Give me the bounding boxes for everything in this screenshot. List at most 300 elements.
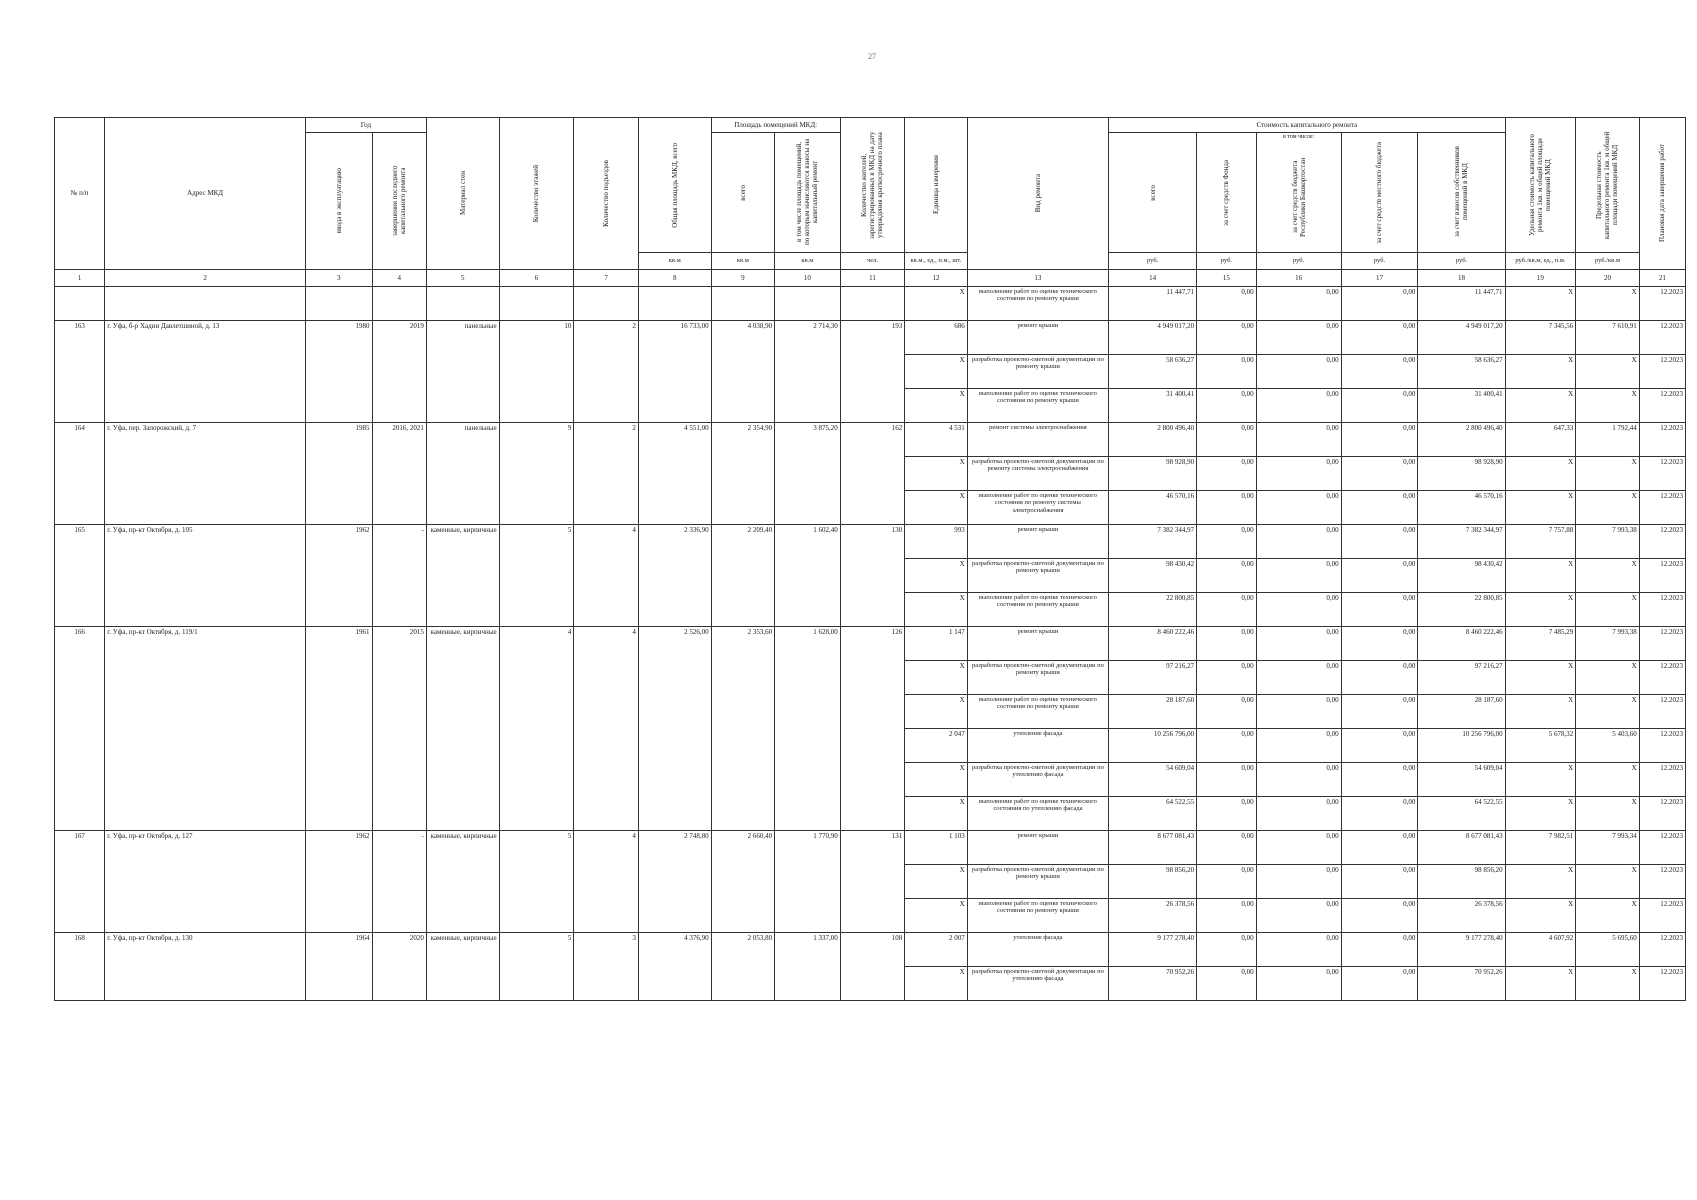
cost-total: 58 636,27 bbox=[1109, 354, 1197, 388]
header-no: № п/п bbox=[55, 118, 105, 270]
cost-rb: 0,00 bbox=[1256, 320, 1341, 354]
work-volume: X bbox=[905, 864, 967, 898]
work-volume: X bbox=[905, 286, 967, 320]
page-number: 27 bbox=[868, 52, 876, 61]
deadline: 12.2023 bbox=[1639, 966, 1685, 1000]
unit-cost: 7 982,51 bbox=[1505, 830, 1576, 864]
work-type: ремонт крыши bbox=[967, 524, 1108, 558]
cost-fund: 0,00 bbox=[1197, 422, 1256, 456]
header-area-total: всего bbox=[711, 133, 775, 253]
column-number: 7 bbox=[574, 269, 639, 286]
building-no: 166 bbox=[55, 626, 105, 830]
work-volume: X bbox=[905, 660, 967, 694]
max-cost: X bbox=[1576, 762, 1640, 796]
column-number: 13 bbox=[967, 269, 1108, 286]
residents: 108 bbox=[840, 932, 905, 1000]
header-unit-cost: Удельная стоимость капитального ремонта 1кв. м общей площади помещений МКД bbox=[1505, 118, 1576, 253]
year-last-repair: 2020 bbox=[372, 932, 426, 1000]
unit-cost: X bbox=[1505, 796, 1576, 830]
work-volume: X bbox=[905, 354, 967, 388]
cost-owners: 22 800,85 bbox=[1418, 592, 1505, 626]
cost-fund: 0,00 bbox=[1197, 524, 1256, 558]
column-number: 14 bbox=[1109, 269, 1197, 286]
cost-owners: 98 856,20 bbox=[1418, 864, 1505, 898]
total-area bbox=[638, 286, 711, 320]
deadline: 12.2023 bbox=[1639, 592, 1685, 626]
work-type: выполнение работ по оценке технического состояния по ремонту крыши bbox=[967, 694, 1108, 728]
unit-cost: X bbox=[1505, 456, 1576, 490]
deadline: 12.2023 bbox=[1639, 320, 1685, 354]
cost-owners: 54 609,04 bbox=[1418, 762, 1505, 796]
building-no: 164 bbox=[55, 422, 105, 524]
cost-owners: 7 382 344,97 bbox=[1418, 524, 1505, 558]
table-row bbox=[55, 524, 1686, 558]
work-type: выполнение работ по оценке технического состояния по ремонту крыши bbox=[967, 592, 1108, 626]
building-no bbox=[55, 286, 105, 320]
area-paying: 3 875,20 bbox=[775, 422, 841, 524]
column-number: 20 bbox=[1576, 269, 1640, 286]
floors bbox=[499, 286, 574, 320]
cost-owners: 28 187,60 bbox=[1418, 694, 1505, 728]
wall-material: панельные bbox=[426, 422, 499, 524]
building-address: г. Уфа, б-р Хадии Давлетшиной, д. 13 bbox=[105, 320, 306, 422]
area-all: 2 209,40 bbox=[711, 524, 775, 626]
column-number: 5 bbox=[426, 269, 499, 286]
cost-fund: 0,00 bbox=[1197, 558, 1256, 592]
cost-total: 10 256 796,00 bbox=[1109, 728, 1197, 762]
unit-unit-cost: руб./кв.м, ед., п.м. bbox=[1505, 252, 1576, 269]
cost-fund: 0,00 bbox=[1197, 456, 1256, 490]
deadline: 12.2023 bbox=[1639, 456, 1685, 490]
unit-cost: 7 757,88 bbox=[1505, 524, 1576, 558]
area-all: 4 038,90 bbox=[711, 320, 775, 422]
work-volume: X bbox=[905, 490, 967, 524]
total-area: 4 376,90 bbox=[638, 932, 711, 1000]
header-address: Адрес МКД bbox=[105, 118, 306, 270]
deadline: 12.2023 bbox=[1639, 286, 1685, 320]
deadline: 12.2023 bbox=[1639, 762, 1685, 796]
work-volume: 686 bbox=[905, 320, 967, 354]
max-cost: X bbox=[1576, 796, 1640, 830]
building-address: г. Уфа, пр-кт Октября, д. 105 bbox=[105, 524, 306, 626]
table-row bbox=[55, 320, 1686, 354]
unit-cost: X bbox=[1505, 286, 1576, 320]
header-area-paying: в том числе площадь помещений, по которым начисляются взносы на капитальный ремонт bbox=[775, 133, 841, 253]
work-volume: X bbox=[905, 762, 967, 796]
max-cost: X bbox=[1576, 898, 1640, 932]
deadline: 12.2023 bbox=[1639, 796, 1685, 830]
table-row bbox=[55, 286, 1686, 320]
unit-cost: X bbox=[1505, 490, 1576, 524]
column-number: 2 bbox=[105, 269, 306, 286]
cost-fund: 0,00 bbox=[1197, 864, 1256, 898]
cost-local: 0,00 bbox=[1341, 354, 1418, 388]
deadline: 12.2023 bbox=[1639, 660, 1685, 694]
header-work-type: Вид ремонта bbox=[967, 118, 1108, 270]
year-built: 1962 bbox=[305, 830, 372, 932]
unit-residents: чел. bbox=[840, 252, 905, 269]
total-area: 2 336,90 bbox=[638, 524, 711, 626]
cost-owners: 2 800 496,40 bbox=[1418, 422, 1505, 456]
work-volume: X bbox=[905, 694, 967, 728]
unit-cost: X bbox=[1505, 966, 1576, 1000]
total-area: 2 526,00 bbox=[638, 626, 711, 830]
area-paying: 2 714,30 bbox=[775, 320, 841, 422]
area-all: 2 354,90 bbox=[711, 422, 775, 524]
cost-total: 2 800 496,40 bbox=[1109, 422, 1197, 456]
cost-total: 98 430,42 bbox=[1109, 558, 1197, 592]
cost-owners: 8 677 081,43 bbox=[1418, 830, 1505, 864]
deadline: 12.2023 bbox=[1639, 932, 1685, 966]
cost-local: 0,00 bbox=[1341, 456, 1418, 490]
cost-total: 9 177 278,40 bbox=[1109, 932, 1197, 966]
cost-total: 54 609,04 bbox=[1109, 762, 1197, 796]
column-number: 6 bbox=[499, 269, 574, 286]
work-type: утепление фасада bbox=[967, 932, 1108, 966]
column-number: 8 bbox=[638, 269, 711, 286]
cost-rb: 0,00 bbox=[1256, 660, 1341, 694]
unit-cost: X bbox=[1505, 388, 1576, 422]
max-cost: 7 993,38 bbox=[1576, 524, 1640, 558]
entrances: 4 bbox=[574, 830, 639, 932]
header-cost-fund: за счет средств Фонда bbox=[1197, 133, 1256, 253]
work-volume: X bbox=[905, 592, 967, 626]
cost-owners: 10 256 796,00 bbox=[1418, 728, 1505, 762]
unit-cost-local: руб. bbox=[1341, 252, 1418, 269]
building-no: 167 bbox=[55, 830, 105, 932]
area-all bbox=[711, 286, 775, 320]
cost-fund: 0,00 bbox=[1197, 796, 1256, 830]
max-cost: X bbox=[1576, 490, 1640, 524]
year-last-repair: 2019 bbox=[372, 320, 426, 422]
year-last-repair: 2015 bbox=[372, 626, 426, 830]
column-number: 19 bbox=[1505, 269, 1576, 286]
work-type: разработка проектно-сметной документации по утеплению фасада bbox=[967, 762, 1108, 796]
work-type: выполнение работ по оценке технического состояния по ремонту системы электроснабжения bbox=[967, 490, 1108, 524]
wall-material: каменные, кирпичные bbox=[426, 626, 499, 830]
cost-local: 0,00 bbox=[1341, 932, 1418, 966]
deadline: 12.2023 bbox=[1639, 694, 1685, 728]
cost-rb: 0,00 bbox=[1256, 830, 1341, 864]
column-number: 9 bbox=[711, 269, 775, 286]
cost-local: 0,00 bbox=[1341, 490, 1418, 524]
cost-local: 0,00 bbox=[1341, 830, 1418, 864]
unit-cost: X bbox=[1505, 694, 1576, 728]
cost-fund: 0,00 bbox=[1197, 320, 1256, 354]
cost-fund: 0,00 bbox=[1197, 660, 1256, 694]
deadline: 12.2023 bbox=[1639, 626, 1685, 660]
building-address: г. Уфа, пр-кт Октября, д. 130 bbox=[105, 932, 306, 1000]
column-number: 15 bbox=[1197, 269, 1256, 286]
header-year-built: ввода в эксплуатацию bbox=[305, 133, 372, 270]
work-type: утепление фасада bbox=[967, 728, 1108, 762]
unit-total-area: кв.м bbox=[638, 252, 711, 269]
unit-cost-owners: руб. bbox=[1418, 252, 1505, 269]
column-number: 10 bbox=[775, 269, 841, 286]
table-row bbox=[55, 422, 1686, 456]
cost-rb: 0,00 bbox=[1256, 966, 1341, 1000]
max-cost: X bbox=[1576, 966, 1640, 1000]
table-row bbox=[55, 626, 1686, 660]
building-no: 168 bbox=[55, 932, 105, 1000]
year-built: 1980 bbox=[305, 320, 372, 422]
entrances: 4 bbox=[574, 626, 639, 830]
work-volume: X bbox=[905, 456, 967, 490]
area-paying: 1 602,40 bbox=[775, 524, 841, 626]
column-number: 4 bbox=[372, 269, 426, 286]
table-body bbox=[55, 286, 1686, 1000]
cost-total: 64 522,55 bbox=[1109, 796, 1197, 830]
table-header bbox=[55, 118, 1686, 287]
cost-rb: 0,00 bbox=[1256, 286, 1341, 320]
cost-fund: 0,00 bbox=[1197, 966, 1256, 1000]
column-number: 11 bbox=[840, 269, 905, 286]
area-all: 2 660,40 bbox=[711, 830, 775, 932]
cost-owners: 64 522,55 bbox=[1418, 796, 1505, 830]
header-max-cost: Предельная стоимость капитального ремонта 1кв. м общей площади помещений МКД bbox=[1576, 118, 1640, 253]
building-no: 165 bbox=[55, 524, 105, 626]
cost-fund: 0,00 bbox=[1197, 354, 1256, 388]
unit-cost: X bbox=[1505, 660, 1576, 694]
year-last-repair: - bbox=[372, 524, 426, 626]
area-all: 2 053,80 bbox=[711, 932, 775, 1000]
work-type: разработка проектно-сметной документации по утеплению фасада bbox=[967, 966, 1108, 1000]
column-number: 1 bbox=[55, 269, 105, 286]
max-cost: 1 792,44 bbox=[1576, 422, 1640, 456]
deadline: 12.2023 bbox=[1639, 422, 1685, 456]
deadline: 12.2023 bbox=[1639, 864, 1685, 898]
wall-material: панельные bbox=[426, 320, 499, 422]
wall-material bbox=[426, 286, 499, 320]
unit-cost-rb: руб. bbox=[1256, 252, 1341, 269]
cost-local: 0,00 bbox=[1341, 558, 1418, 592]
cost-local: 0,00 bbox=[1341, 864, 1418, 898]
work-volume: 4 531 bbox=[905, 422, 967, 456]
column-number: 16 bbox=[1256, 269, 1341, 286]
floors: 4 bbox=[499, 626, 574, 830]
cost-rb: 0,00 bbox=[1256, 694, 1341, 728]
cost-local: 0,00 bbox=[1341, 592, 1418, 626]
wall-material: каменные, кирпичные bbox=[426, 932, 499, 1000]
cost-total: 98 856,20 bbox=[1109, 864, 1197, 898]
cost-total: 28 187,60 bbox=[1109, 694, 1197, 728]
unit-cost: X bbox=[1505, 864, 1576, 898]
residents: 193 bbox=[840, 320, 905, 422]
work-type: разработка проектно-сметной документации по ремонту крыши bbox=[967, 660, 1108, 694]
unit-cost: X bbox=[1505, 898, 1576, 932]
cost-local: 0,00 bbox=[1341, 728, 1418, 762]
deadline: 12.2023 bbox=[1639, 354, 1685, 388]
cost-total: 22 800,85 bbox=[1109, 592, 1197, 626]
cost-local: 0,00 bbox=[1341, 320, 1418, 354]
deadline: 12.2023 bbox=[1639, 728, 1685, 762]
cost-local: 0,00 bbox=[1341, 898, 1418, 932]
cost-rb: 0,00 bbox=[1256, 422, 1341, 456]
cost-fund: 0,00 bbox=[1197, 932, 1256, 966]
cost-owners: 26 378,56 bbox=[1418, 898, 1505, 932]
year-built: 1964 bbox=[305, 932, 372, 1000]
cost-rb: 0,00 bbox=[1256, 796, 1341, 830]
year-built: 1961 bbox=[305, 626, 372, 830]
max-cost: X bbox=[1576, 286, 1640, 320]
column-number: 12 bbox=[905, 269, 967, 286]
unit-cost: X bbox=[1505, 558, 1576, 592]
cost-rb: 0,00 bbox=[1256, 558, 1341, 592]
work-type: выполнение работ по оценке технического состояния по ремонту крыши bbox=[967, 286, 1108, 320]
year-last-repair: 2016, 2021 bbox=[372, 422, 426, 524]
residents: 130 bbox=[840, 524, 905, 626]
cost-fund: 0,00 bbox=[1197, 592, 1256, 626]
work-type: выполнение работ по оценке технического состояния по ремонту крыши bbox=[967, 898, 1108, 932]
max-cost: 7 993,34 bbox=[1576, 830, 1640, 864]
entrances: 3 bbox=[574, 932, 639, 1000]
total-area: 16 733,00 bbox=[638, 320, 711, 422]
work-type: разработка проектно-сметной документации по ремонту крыши bbox=[967, 354, 1108, 388]
repair-plan-table bbox=[54, 117, 1686, 1001]
building-address: г. Уфа, пр-кт Октября, д. 127 bbox=[105, 830, 306, 932]
max-cost: X bbox=[1576, 864, 1640, 898]
year-last-repair bbox=[372, 286, 426, 320]
unit-cost: 5 678,32 bbox=[1505, 728, 1576, 762]
cost-owners: 98 928,90 bbox=[1418, 456, 1505, 490]
cost-local: 0,00 bbox=[1341, 626, 1418, 660]
cost-total: 7 382 344,97 bbox=[1109, 524, 1197, 558]
unit-cost: 647,33 bbox=[1505, 422, 1576, 456]
floors: 5 bbox=[499, 524, 574, 626]
cost-local: 0,00 bbox=[1341, 660, 1418, 694]
unit-cost: 7 485,29 bbox=[1505, 626, 1576, 660]
work-type: ремонт крыши bbox=[967, 320, 1108, 354]
building-address bbox=[105, 286, 306, 320]
wall-material: каменные, кирпичные bbox=[426, 524, 499, 626]
work-volume: 1 103 bbox=[905, 830, 967, 864]
header-cost-group: Стоимость капитального ремонта bbox=[1109, 118, 1505, 133]
year-built bbox=[305, 286, 372, 320]
max-cost: X bbox=[1576, 558, 1640, 592]
cost-local: 0,00 bbox=[1341, 422, 1418, 456]
deadline: 12.2023 bbox=[1639, 388, 1685, 422]
max-cost: 7 610,91 bbox=[1576, 320, 1640, 354]
header-total-area: Общая площадь МКД, всего bbox=[638, 118, 711, 253]
cost-total: 4 949 017,20 bbox=[1109, 320, 1197, 354]
max-cost: X bbox=[1576, 660, 1640, 694]
max-cost: X bbox=[1576, 592, 1640, 626]
cost-total: 98 928,90 bbox=[1109, 456, 1197, 490]
unit-cost: X bbox=[1505, 592, 1576, 626]
unit-cost-total: руб. bbox=[1109, 252, 1197, 269]
cost-fund: 0,00 bbox=[1197, 762, 1256, 796]
cost-rb: 0,00 bbox=[1256, 864, 1341, 898]
unit-cost-fund: руб. bbox=[1197, 252, 1256, 269]
cost-total: 46 570,16 bbox=[1109, 490, 1197, 524]
column-number: 17 bbox=[1341, 269, 1418, 286]
cost-fund: 0,00 bbox=[1197, 626, 1256, 660]
cost-owners: 4 949 017,20 bbox=[1418, 320, 1505, 354]
header-wall-material: Материал стен bbox=[426, 118, 499, 270]
unit-volume: кв.м., ед., п.м., шт. bbox=[905, 252, 967, 269]
cost-owners: 98 430,42 bbox=[1418, 558, 1505, 592]
header-cost-total: всего bbox=[1109, 133, 1197, 253]
cost-local: 0,00 bbox=[1341, 796, 1418, 830]
cost-owners: 97 216,27 bbox=[1418, 660, 1505, 694]
cost-owners: 70 952,26 bbox=[1418, 966, 1505, 1000]
work-type: разработка проектно-сметной документации по ремонту крыши bbox=[967, 864, 1108, 898]
work-type: ремонт крыши bbox=[967, 626, 1108, 660]
cost-rb: 0,00 bbox=[1256, 524, 1341, 558]
column-numbers-row bbox=[55, 269, 1686, 286]
unit-cost: X bbox=[1505, 354, 1576, 388]
header-cost-local: за счет средств местного бюджета bbox=[1341, 133, 1418, 253]
floors: 5 bbox=[499, 830, 574, 932]
unit-area-paying: кв.м bbox=[775, 252, 841, 269]
cost-fund: 0,00 bbox=[1197, 728, 1256, 762]
header-volume: Единица измерения bbox=[905, 118, 967, 253]
work-volume: X bbox=[905, 388, 967, 422]
cost-total: 11 447,71 bbox=[1109, 286, 1197, 320]
area-paying: 1 337,00 bbox=[775, 932, 841, 1000]
work-volume: 2 007 bbox=[905, 932, 967, 966]
header-cost-owners: за счет взносов собственников помещений в МКД bbox=[1418, 133, 1505, 253]
header-residents: Количество жителей, зарегистрированных в МКД на дату утверждения краткосрочного плана bbox=[840, 118, 905, 253]
residents: 126 bbox=[840, 626, 905, 830]
area-paying: 1 628,00 bbox=[775, 626, 841, 830]
cost-fund: 0,00 bbox=[1197, 694, 1256, 728]
building-address: г. Уфа, пр-кт Октября, д. 119/1 bbox=[105, 626, 306, 830]
year-built: 1962 bbox=[305, 524, 372, 626]
header-cost-rb: в том числе: за счет средств бюджета Республики Башкортостан bbox=[1256, 133, 1341, 253]
max-cost: X bbox=[1576, 388, 1640, 422]
year-last-repair: - bbox=[372, 830, 426, 932]
area-paying: 1 770,90 bbox=[775, 830, 841, 932]
unit-area-total: кв.м bbox=[711, 252, 775, 269]
year-built: 1985 bbox=[305, 422, 372, 524]
cost-owners: 31 400,41 bbox=[1418, 388, 1505, 422]
area-all: 2 353,60 bbox=[711, 626, 775, 830]
column-number: 21 bbox=[1639, 269, 1685, 286]
building-address: г. Уфа, пер. Запорожский, д. 7 bbox=[105, 422, 306, 524]
work-volume: X bbox=[905, 558, 967, 592]
cost-owners: 58 636,27 bbox=[1418, 354, 1505, 388]
max-cost: 7 993,38 bbox=[1576, 626, 1640, 660]
cost-local: 0,00 bbox=[1341, 966, 1418, 1000]
entrances: 2 bbox=[574, 422, 639, 524]
residents: 131 bbox=[840, 830, 905, 932]
work-volume: 993 bbox=[905, 524, 967, 558]
cost-local: 0,00 bbox=[1341, 388, 1418, 422]
deadline: 12.2023 bbox=[1639, 524, 1685, 558]
cost-rb: 0,00 bbox=[1256, 932, 1341, 966]
cost-owners: 46 570,16 bbox=[1418, 490, 1505, 524]
cost-owners: 11 447,71 bbox=[1418, 286, 1505, 320]
area-paying bbox=[775, 286, 841, 320]
residents bbox=[840, 286, 905, 320]
header-including: в том числе: bbox=[1282, 134, 1315, 140]
work-type: разработка проектно-сметной документации по ремонту крыши bbox=[967, 558, 1108, 592]
cost-total: 26 378,56 bbox=[1109, 898, 1197, 932]
cost-rb: 0,00 bbox=[1256, 898, 1341, 932]
total-area: 4 551,00 bbox=[638, 422, 711, 524]
work-type: ремонт крыши bbox=[967, 830, 1108, 864]
column-number: 18 bbox=[1418, 269, 1505, 286]
cost-rb: 0,00 bbox=[1256, 626, 1341, 660]
header-year-group: Год bbox=[305, 118, 426, 133]
deadline: 12.2023 bbox=[1639, 490, 1685, 524]
cost-rb: 0,00 bbox=[1256, 490, 1341, 524]
cost-total: 31 400,41 bbox=[1109, 388, 1197, 422]
work-type: выполнение работ по оценке технического состояния по утеплению фасада bbox=[967, 796, 1108, 830]
wall-material: каменные, кирпичные bbox=[426, 830, 499, 932]
cost-rb: 0,00 bbox=[1256, 728, 1341, 762]
